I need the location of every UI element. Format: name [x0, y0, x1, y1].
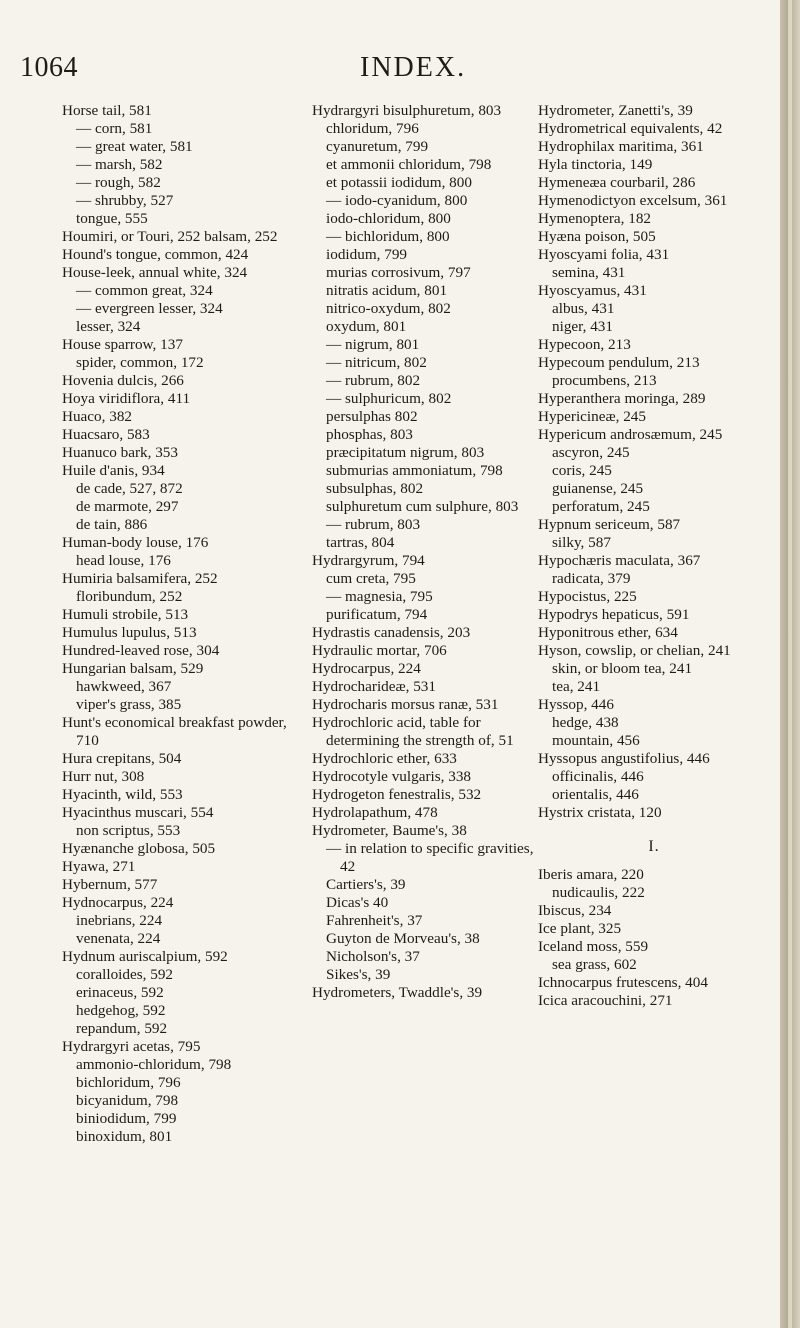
index-subentry: nitrico-oxydum, 802	[326, 300, 451, 317]
index-entry: Houmiri, or Touri, 252 balsam, 252	[62, 228, 278, 245]
index-subentry: inebrians, 224	[76, 912, 163, 929]
index-subentry: — rubrum, 802	[326, 372, 421, 389]
index-subentry: ascyron, 245	[552, 444, 630, 461]
index-subentry: subsulphas, 802	[326, 480, 424, 497]
index-entry: Hydraulic mortar, 706	[312, 642, 447, 659]
index-entry: Huaco, 382	[62, 408, 133, 425]
index-subentry: — sulphuricum, 802	[326, 390, 452, 407]
index-entry: Hydrometers, Twaddle's, 39	[312, 984, 483, 1001]
index-entry: Hyssop, 446	[538, 696, 614, 713]
index-entry: Hydrogeton fenestralis, 532	[312, 786, 482, 803]
index-entry: Humulus lupulus, 513	[62, 624, 197, 641]
index-entry: Ice plant, 325	[538, 920, 622, 937]
index-subentry: spider, common, 172	[76, 354, 204, 371]
index-entry: Hydrometer, Zanetti's, 39	[538, 102, 693, 119]
index-entry: Hoya viridiflora, 411	[62, 390, 191, 407]
index-entry: Hyoscyamus, 431	[538, 282, 647, 299]
index-entry: Hyæna poison, 505	[538, 228, 656, 245]
index-subentry: de cade, 527, 872	[76, 480, 183, 497]
index-subentry: nudicaulis, 222	[552, 884, 645, 901]
index-subentry: — bichloridum, 800	[326, 228, 450, 245]
index-letter-heading: I.	[648, 838, 660, 855]
index-subentry: præcipitatum nigrum, 803	[326, 444, 485, 461]
index-entry: Huacsaro, 583	[62, 426, 150, 443]
index-subentry: coris, 245	[552, 462, 612, 479]
index-entry: Hypnum sericeum, 587	[538, 516, 681, 533]
index-subentry: skin, or bloom tea, 241	[552, 660, 693, 677]
index-subentry: biniodidum, 799	[76, 1110, 177, 1127]
page-number: 1064	[20, 52, 78, 83]
index-subentry: nitratis acidum, 801	[326, 282, 448, 299]
index-subentry: cum creta, 795	[326, 570, 416, 587]
index-entry: Hymenodictyon excelsum, 361	[538, 192, 728, 209]
index-entry: Iceland moss, 559	[538, 938, 649, 955]
index-subentry: viper's grass, 385	[76, 696, 182, 713]
index-entry: Hypericum androsæmum, 245	[538, 426, 723, 443]
running-head: INDEX.	[360, 52, 467, 83]
index-subentry: — iodo-cyanidum, 800	[326, 192, 468, 209]
index-entry: Hydrophilax maritima, 361	[538, 138, 704, 155]
index-entry: Hydrastis canadensis, 203	[312, 624, 471, 641]
index-entry: Hyacinthus muscari, 554	[62, 804, 214, 821]
index-subentry: Cartiers's, 39	[326, 876, 406, 893]
index-subentry: niger, 431	[552, 318, 613, 335]
index-subentry: chloridum, 796	[326, 120, 419, 137]
index-subentry: erinaceus, 592	[76, 984, 164, 1001]
index-subentry: mountain, 456	[552, 732, 640, 749]
index-entry: Hydrometrical equivalents, 42	[538, 120, 723, 137]
index-subentry: repandum, 592	[76, 1020, 168, 1037]
index-subentry: silky, 587	[552, 534, 611, 551]
index-subentry: phosphas, 803	[326, 426, 413, 443]
index-subentry: Fahrenheit's, 37	[326, 912, 423, 929]
index-subentry: de tain, 886	[76, 516, 148, 533]
index-entry: Hymeneæa courbaril, 286	[538, 174, 696, 191]
index-subentry: cyanuretum, 799	[326, 138, 429, 155]
index-entry: Ichnocarpus frutescens, 404	[538, 974, 708, 991]
index-entry: Hura crepitans, 504	[62, 750, 182, 767]
index-entry: Huanuco bark, 353	[62, 444, 178, 461]
index-subentry: Dicas's 40	[326, 894, 389, 911]
index-entry: Hyponitrous ether, 634	[538, 624, 678, 641]
index-entry: Human-body louse, 176	[62, 534, 209, 551]
index-entry: Hyla tinctoria, 149	[538, 156, 653, 173]
index-entry: Hydrocharis morsus ranæ, 531	[312, 696, 499, 713]
index-subentry: procumbens, 213	[552, 372, 657, 389]
index-entry: Humuli strobile, 513	[62, 606, 189, 623]
index-subentry: murias corrosivum, 797	[326, 264, 471, 281]
index-subentry: tongue, 555	[76, 210, 148, 227]
index-subentry: ammonio-chloridum, 798	[76, 1056, 232, 1073]
index-subentry: hawkweed, 367	[76, 678, 172, 695]
index-entry: Hyperanthera moringa, 289	[538, 390, 706, 407]
index-entry: Hydrochloric ether, 633	[312, 750, 457, 767]
index-subentry: tartras, 804	[326, 534, 395, 551]
index-entry: House-leek, annual white, 324	[62, 264, 248, 281]
page-edge	[780, 0, 800, 1328]
index-entry: Hurr nut, 308	[62, 768, 145, 785]
index-subentry: sea grass, 602	[552, 956, 637, 973]
index-entry: Hound's tongue, common, 424	[62, 246, 249, 263]
index-subentry: bicyanidum, 798	[76, 1092, 179, 1109]
index-entry: Hydrometer, Baume's, 38	[312, 822, 467, 839]
index-subentry: sulphuretum cum sulphure, 803	[326, 498, 519, 515]
index-subentry: Nicholson's, 37	[326, 948, 420, 965]
index-subentry: binoxidum, 801	[76, 1128, 173, 1145]
index-subentry: albus, 431	[552, 300, 615, 317]
index-subentry: — magnesia, 795	[326, 588, 433, 605]
index-subentry: bichloridum, 796	[76, 1074, 181, 1091]
index-entry: Hyson, cowslip, or chelian, 241	[538, 642, 731, 659]
index-subentry: — common great, 324	[76, 282, 213, 299]
index-entry: Hydrargyri acetas, 795	[62, 1038, 201, 1055]
index-subentry: orientalis, 446	[552, 786, 639, 803]
index-entry: Hovenia dulcis, 266	[62, 372, 184, 389]
index-subentry: non scriptus, 553	[76, 822, 181, 839]
index-entry: Hydnocarpus, 224	[62, 894, 174, 911]
index-subentry: tea, 241	[552, 678, 601, 695]
index-subentry: — rubrum, 803	[326, 516, 421, 533]
index-entry: Hydrolapathum, 478	[312, 804, 438, 821]
index-subentry: et ammonii chloridum, 798	[326, 156, 492, 173]
index-subentry: et potassii iodidum, 800	[326, 174, 472, 191]
index-column-1	[62, 102, 292, 1146]
index-subentry: — nitricum, 802	[326, 354, 427, 371]
index-entry: Hundred-leaved rose, 304	[62, 642, 220, 659]
index-entry: Hyacinth, wild, 553	[62, 786, 183, 803]
index-subentry: persulphas 802	[326, 408, 418, 425]
index-subentry: head louse, 176	[76, 552, 171, 569]
index-entry: Hungarian balsam, 529	[62, 660, 204, 677]
index-entry: Hypochæris maculata, 367	[538, 552, 701, 569]
index-subentry: — corn, 581	[76, 120, 153, 137]
index-subentry: — rough, 582	[76, 174, 161, 191]
index-entry: Hydrargyrum, 794	[312, 552, 425, 569]
index-subentry: semina, 431	[552, 264, 626, 281]
index-subentry: perforatum, 245	[552, 498, 650, 515]
index-entry: Hypecoon, 213	[538, 336, 631, 353]
index-subentry: hedge, 438	[552, 714, 619, 731]
index-entry: Hypecoum pendulum, 213	[538, 354, 700, 371]
index-subentry: hedgehog, 592	[76, 1002, 166, 1019]
index-subentry: iodidum, 799	[326, 246, 408, 263]
index-subentry: purificatum, 794	[326, 606, 428, 623]
index-entry: Hydrocotyle vulgaris, 338	[312, 768, 472, 785]
page-header	[20, 52, 760, 92]
index-subentry: radicata, 379	[552, 570, 631, 587]
index-entry: Hydrochloric acid, table for determining the strength of, 51	[312, 714, 514, 749]
index-subentry: de marmote, 297	[76, 498, 179, 515]
index-entry: Hydnum auriscalpium, 592	[62, 948, 228, 965]
index-subentry: guianense, 245	[552, 480, 644, 497]
index-subentry: Sikes's, 39	[326, 966, 391, 983]
index-entry: Huile d'anis, 934	[62, 462, 165, 479]
index-entry: Horse tail, 581	[62, 102, 152, 119]
index-subentry: venenata, 224	[76, 930, 161, 947]
index-entry: Hydrocharideæ, 531	[312, 678, 436, 695]
index-entry: Hyænanche globosa, 505	[62, 840, 216, 857]
index-subentry: oxydum, 801	[326, 318, 407, 335]
index-subentry: — evergreen lesser, 324	[76, 300, 223, 317]
index-entry: Hunt's economical breakfast powder, 710	[62, 714, 287, 749]
index-entry: Hypericineæ, 245	[538, 408, 646, 425]
index-entry: Iberis amara, 220	[538, 866, 644, 883]
index-entry: Ibiscus, 234	[538, 902, 612, 919]
index-subentry: — great water, 581	[76, 138, 193, 155]
index-subentry: submurias ammoniatum, 798	[326, 462, 503, 479]
index-entry: Hybernum, 577	[62, 876, 158, 893]
index-entry: Hydrargyri bisulphuretum, 803	[312, 102, 502, 119]
index-subentry: Guyton de Morveau's, 38	[326, 930, 480, 947]
index-entry: House sparrow, 137	[62, 336, 183, 353]
index-entry: Humiria balsamifera, 252	[62, 570, 218, 587]
index-subentry: lesser, 324	[76, 318, 141, 335]
index-entry: Hydrocarpus, 224	[312, 660, 421, 677]
index-entry: Hypocistus, 225	[538, 588, 637, 605]
index-entry: Hystrix cristata, 120	[538, 804, 662, 821]
index-subentry: — marsh, 582	[76, 156, 163, 173]
index-subentry: — in relation to specific gravities, 42	[326, 840, 534, 875]
index-entry: Hypodrys hepaticus, 591	[538, 606, 690, 623]
index-entry: Hyssopus angustifolius, 446	[538, 750, 710, 767]
index-column-2	[312, 102, 542, 1002]
index-entry: Hymenoptera, 182	[538, 210, 652, 227]
index-subentry: iodo-chloridum, 800	[326, 210, 451, 227]
index-entry: Hyoscyami folia, 431	[538, 246, 670, 263]
index-entry: Icica aracouchini, 271	[538, 992, 673, 1009]
index-entry: Hyawa, 271	[62, 858, 136, 875]
index-subentry: — shrubby, 527	[76, 192, 174, 209]
index-subentry: coralloides, 592	[76, 966, 174, 983]
index-subentry: floribundum, 252	[76, 588, 183, 605]
index-subentry: — nigrum, 801	[326, 336, 420, 353]
index-subentry: officinalis, 446	[552, 768, 644, 785]
index-column-3	[538, 102, 770, 1010]
